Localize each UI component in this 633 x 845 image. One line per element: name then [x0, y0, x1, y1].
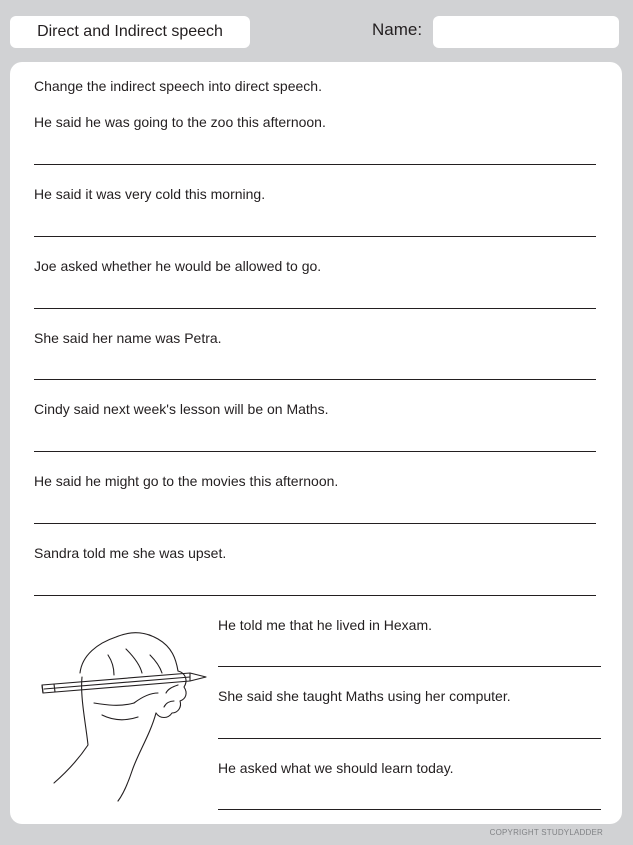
- answer-line-3[interactable]: [34, 308, 596, 309]
- name-label: Name:: [372, 20, 423, 39]
- answer-line-10[interactable]: [218, 809, 601, 810]
- instruction-text: Change the indirect speech into direct speech.: [34, 78, 322, 94]
- worksheet-title-text: Direct and Indirect speech: [37, 23, 223, 40]
- question-8: He told me that he lived in Hexam.: [218, 617, 432, 633]
- answer-line-6[interactable]: [34, 523, 596, 524]
- answer-line-9[interactable]: [218, 738, 601, 739]
- question-3: Joe asked whether he would be allowed to go.: [34, 258, 322, 274]
- question-2: He said it was very cold this morning.: [34, 186, 266, 202]
- question-4: She said her name was Petra.: [34, 330, 222, 346]
- question-5: Cindy said next week's lesson will be on Maths.: [34, 401, 329, 417]
- answer-line-8[interactable]: [218, 666, 601, 667]
- question-10: He asked what we should learn today.: [218, 760, 454, 776]
- worksheet-title: [10, 16, 250, 48]
- answer-line-4[interactable]: [34, 379, 596, 380]
- question-7: Sandra told me she was upset.: [34, 545, 227, 561]
- question-9: She said she taught Maths using her computer.: [218, 688, 511, 704]
- hand-writing-pencil-icon: [30, 585, 210, 805]
- answer-line-1[interactable]: [34, 164, 596, 165]
- question-1: He said he was going to the zoo this afternoon.: [34, 114, 326, 130]
- copyright-text: COPYRIGHT STUDYLADDER: [489, 828, 603, 837]
- question-6: He said he might go to the movies this afternoon.: [34, 473, 339, 489]
- answer-line-5[interactable]: [34, 451, 596, 452]
- name-field[interactable]: [433, 16, 619, 48]
- answer-line-2[interactable]: [34, 236, 596, 237]
